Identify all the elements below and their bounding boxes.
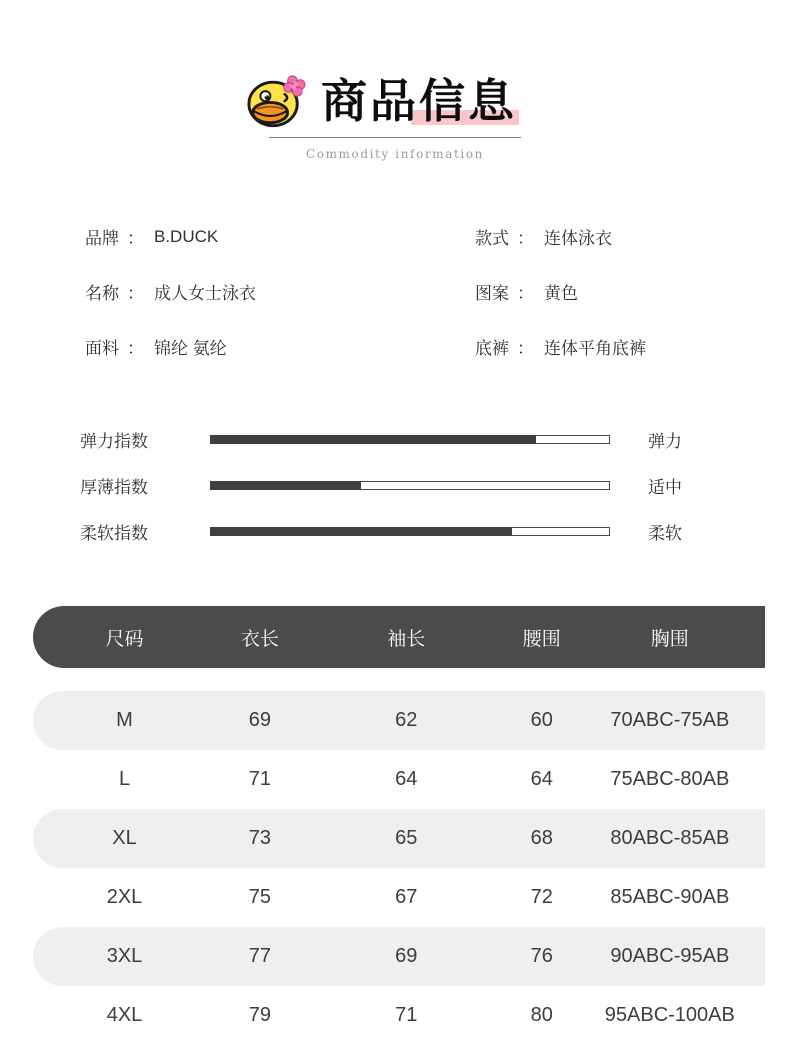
size-cell: 60 [530,709,553,731]
size-cell: 90ABC-95AB [610,945,730,967]
size-cell: 67 [395,886,418,908]
info-colon: ： [517,229,534,248]
size-cell: 68 [530,827,553,849]
index-bar [210,527,610,536]
product-info [85,209,790,374]
page-title: 商品信息 [321,74,517,127]
size-cell: M [116,709,133,731]
info-colon: ： [127,339,144,358]
info-label: 品牌 [85,229,119,248]
size-row-4xl [33,986,765,1045]
info-item-name [85,279,475,304]
size-row-3xl [33,927,765,986]
index-section [80,416,790,554]
column-header: 袖长 [387,628,426,650]
size-cell: 80ABC-85AB [610,827,730,849]
index-level: 适中 [648,477,682,497]
info-item-brand [85,224,475,249]
index-row-thickness [80,462,790,508]
size-cell: 65 [395,827,418,849]
size-cell: 71 [248,768,272,790]
info-colon: ： [517,339,534,358]
size-cell: 69 [248,709,272,731]
page-header [0,0,790,161]
size-cell: 75 [248,886,272,908]
info-item-style [475,224,790,249]
size-table [33,606,765,1045]
size-cell: 85ABC-90AB [610,886,730,908]
size-table-header [33,606,765,668]
size-cell: XL [112,827,137,849]
info-value: 成人女士泳衣 [154,284,256,303]
index-level: 弹力 [648,431,682,451]
index-label: 厚薄指数 [80,477,148,497]
size-cell: L [118,768,131,790]
size-cell: 79 [248,1004,272,1026]
column-header: 胸围 [650,628,689,650]
header-divider [269,137,521,138]
info-label: 款式 [475,229,509,248]
index-row-softness [80,508,790,554]
index-label: 柔软指数 [80,523,148,543]
size-cell: 2XL [106,886,143,908]
info-value: 连体平角底裤 [544,339,646,358]
column-header: 腰围 [522,628,561,650]
info-item-fabric [85,334,475,359]
info-item-pattern [475,279,790,304]
index-bar-fill [210,481,361,490]
index-bar-fill [210,435,536,444]
info-colon: ： [127,229,144,248]
column-header: 尺码 [105,628,144,650]
info-colon: ： [517,284,534,303]
info-colon: ： [127,284,144,303]
size-cell: 80 [530,1004,553,1026]
size-cell: 3XL [106,945,143,967]
info-label: 面料 [85,339,119,358]
size-cell: 70ABC-75AB [610,709,730,731]
index-bar-fill [210,527,512,536]
info-label: 底裤 [475,339,509,358]
size-cell: 64 [530,768,553,790]
size-row-xl [33,809,765,868]
size-cell: 71 [395,1004,418,1026]
size-cell: 77 [248,945,272,967]
page-subtitle: Commodity information [305,147,485,161]
size-cell: 76 [530,945,553,967]
info-label: 图案 [475,284,509,303]
size-row-2xl [33,868,765,927]
index-bar [210,481,610,490]
info-value: 锦纶 氨纶 [154,339,227,358]
info-label: 名称 [85,284,119,303]
size-cell: 64 [395,768,418,790]
size-cell: 73 [248,827,272,849]
duck-mascot-icon [245,72,307,130]
info-value: B.DUCK [154,226,219,246]
index-bar [210,435,610,444]
size-cell: 69 [395,945,418,967]
size-cell: 72 [530,886,553,908]
size-cell: 75ABC-80AB [610,768,730,790]
info-value: 连体泳衣 [544,229,612,248]
index-label: 弹力指数 [80,431,148,451]
info-item-bottom [475,334,790,359]
info-value: 黄色 [544,284,578,303]
size-cell: 4XL [106,1004,143,1026]
size-cell: 95ABC-100AB [604,1004,735,1026]
column-header: 衣长 [240,628,279,650]
index-level: 柔软 [648,523,682,543]
index-row-elasticity [80,416,790,462]
size-row-l [33,750,765,809]
size-row-m [33,691,765,750]
size-cell: 62 [395,709,418,731]
